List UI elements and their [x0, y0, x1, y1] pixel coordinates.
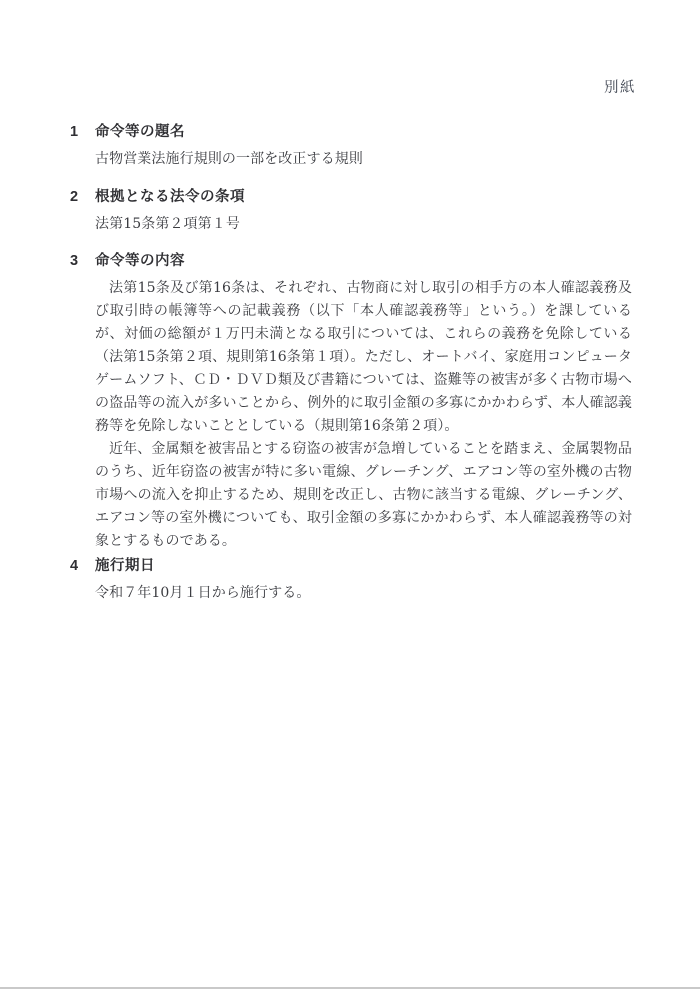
- section-body: [95, 213, 632, 236]
- section-body: [95, 277, 632, 553]
- section-number: 4: [70, 558, 79, 574]
- section-order-title: [70, 122, 632, 171]
- attachment-label: 別紙: [604, 80, 636, 96]
- section-body: [95, 148, 632, 171]
- section-heading: [70, 556, 632, 576]
- section-order-content: [70, 251, 632, 553]
- content-paragraph-2: 近年、金属類を被害品とする窃盗の被害が急増していることを踏まえ、金属製物品のうち、近年窃盗の被害が特に多い電線、グレーチング、エアコン等の室外機の古物市場への流入を抑止するため、規則を改正し、古物に該当する電線、グレーチング、エアコン等の室外機についても、取引金額の多寡にかかわらず、本人確認義務等の対象とするものである。: [95, 441, 632, 549]
- section-heading: [70, 122, 632, 142]
- section-effective-date: [70, 556, 632, 605]
- section-number: 3: [70, 253, 79, 269]
- section-heading-label: 施行期日: [95, 558, 155, 574]
- section-number: 1: [70, 124, 79, 140]
- content-paragraph-1: 法第15条及び第16条は、それぞれ、古物商に対し取引の相手方の本人確認義務及び取引時の帳簿等への記載義務（以下「本人確認義務等」という。）を課しているが、対価の総額が１万円未満となる取引については、これらの義務を免除している（法第15条第２項、規則第16条第１項）。ただし、オートバイ、家庭用コンピュータゲームソフト、ＣＤ・ＤＶＤ類及び書籍については、盗難等の被害が多く古物市場への盗品等の流入が多いことから、例外的に取引金額の多寡にかかわらず、本人確認義務等を免除しないこととしている（規則第16条第２項）。: [95, 280, 632, 434]
- section-body: [95, 582, 632, 605]
- section-number: 2: [70, 189, 79, 205]
- section-heading-label: 命令等の題名: [95, 124, 185, 140]
- section-heading-label: 命令等の内容: [95, 253, 185, 269]
- section-heading: [70, 251, 632, 271]
- body-line: 古物営業法施行規則の一部を改正する規則: [95, 151, 363, 167]
- section-heading: [70, 187, 632, 207]
- section-heading-label: 根拠となる法令の条項: [95, 189, 245, 205]
- body-line: 令和７年10月１日から施行する。: [95, 585, 311, 601]
- section-legal-basis: [70, 187, 632, 236]
- body-line: 法第15条第２項第１号: [95, 216, 240, 232]
- page-bottom-edge: [0, 987, 700, 989]
